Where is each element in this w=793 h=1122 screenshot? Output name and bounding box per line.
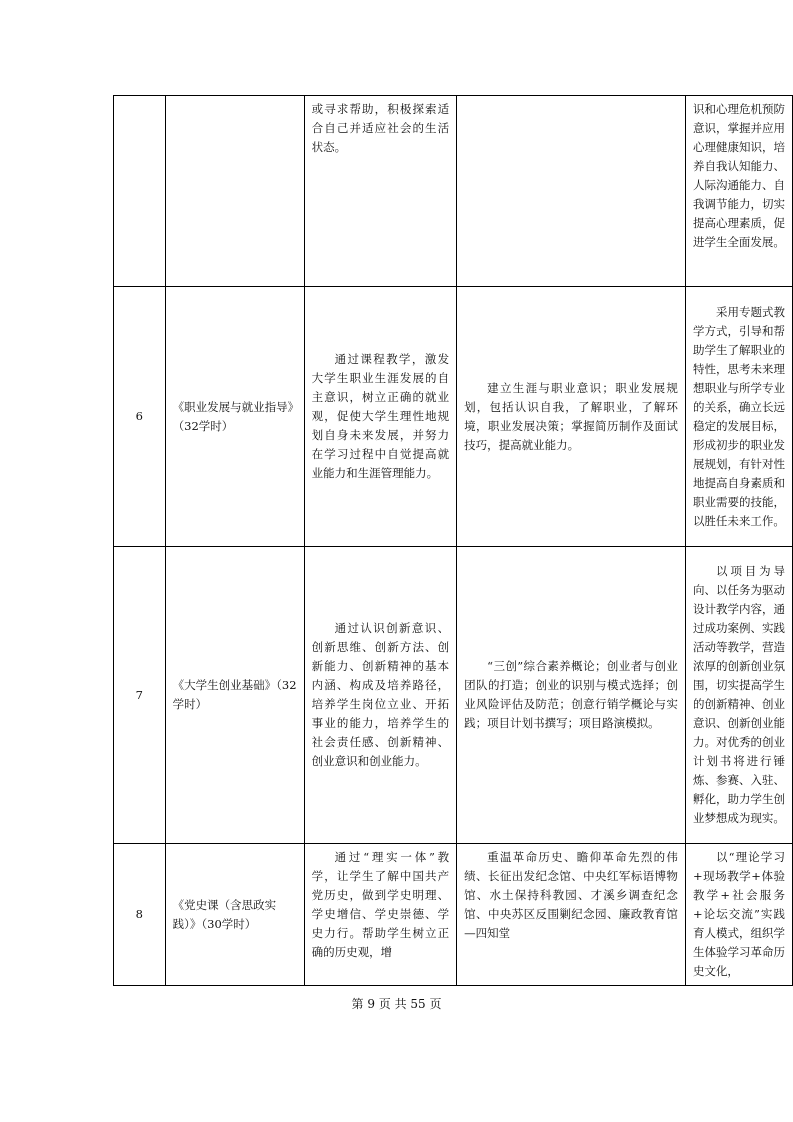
objective-text: 通过课程教学，激发大学生职业生涯发展的自主意识，树立正确的就业观，促使大学生理性地规划自身未来发展，并努力在学习过程中自觉提高就业能力和生涯管理能力。 (311, 352, 450, 480)
course-name (165, 96, 304, 287)
course-content (457, 287, 686, 547)
course-objective (304, 844, 457, 986)
course-name: 《大学生创业基础》（32学时） (165, 547, 304, 844)
page-footer: 第 9 页 共 55 页 (351, 997, 442, 1011)
table-row (114, 547, 793, 844)
content-text: 建立生涯与职业意识；职业发展规划，包括认识自我，了解职业，了解环境，职业发展决策；掌握简历制作及面试技巧，提高就业能力。 (464, 380, 678, 452)
method-text: 以“理论学习+现场教学+体验教学+社会服务+论坛交流”实践育人模式，组织学生体验学习革命历史文化， (692, 850, 785, 978)
objective-text: 通过认识创新意识、创新思维、创新方法、创新能力、创新精神的基本内涵、构成及培养路径，培养学生岗位立业、开拓事业的能力，培养学生的社会责任感、创新精神、创业意识和创业能力。 (311, 621, 450, 768)
course-objective (304, 96, 457, 287)
objective-text: 通过“理实一体”教学，让学生了解中国共产党历史，做到学史明理、学史增信、学史崇德、学史力行。帮助学生树立正确的历史观，增 (311, 850, 450, 959)
content-text: “三创”综合素养概论；创业者与创业团队的打造；创业的识别与模式选择；创业风险评估及防范；创意行销学概论与实践；项目计划书撰写；项目路演模拟。 (464, 659, 678, 730)
row-number: 7 (114, 547, 166, 844)
course-name: 《职业发展与就业指导》（32学时） (165, 287, 304, 547)
table-row (114, 844, 793, 986)
course-objective (304, 547, 457, 844)
course-content (457, 96, 686, 287)
method-text: 以项目为导向、以任务为驱动设计教学内容，通过成功案例、实践活动等教学，营造浓厚的创新创业氛围，切实提高学生的创新精神、创业意识、创新创业能力。对优秀的创业计划书将进行锤炼、参赛、入驻、孵化，助力学生创业梦想成为现实。 (692, 564, 785, 825)
course-table (113, 95, 793, 986)
content-text: 重温革命历史、瞻仰革命先烈的伟绩、长征出发纪念馆、中央红军标语博物馆、水土保持科教园、才溪乡调查纪念馆、中央苏区反围剿纪念园、廉政教育馆—四知堂 (464, 850, 678, 940)
course-objective (304, 287, 457, 547)
row-number: 6 (114, 287, 166, 547)
method-text: 识和心理危机预防意识，掌握并应用心理健康知识，培养自我认知能力、人际沟通能力、自我调节能力，切实提高心理素质，促进学生全面发展。 (692, 102, 785, 249)
table-row (114, 96, 793, 287)
course-content (457, 844, 686, 986)
row-number: 8 (114, 844, 166, 986)
course-name: 《党史课（含思政实践）》（30学时） (165, 844, 304, 986)
teaching-method (685, 547, 792, 844)
table-row (114, 287, 793, 547)
row-number (114, 96, 166, 287)
teaching-method (685, 287, 792, 547)
teaching-method (685, 844, 792, 986)
method-text: 采用专题式教学方式，引导和帮助学生了解职业的特性，思考未来理想职业与所学专业的关系，确立长远稳定的发展目标，形成初步的职业发展规划，有针对性地提高自身素质和职业需要的技能，以胜任未来工作。 (692, 304, 785, 528)
objective-text: 或寻求帮助，积极探索适合自己并适应社会的生活状态。 (311, 102, 450, 154)
course-content (457, 547, 686, 844)
teaching-method (685, 96, 792, 287)
